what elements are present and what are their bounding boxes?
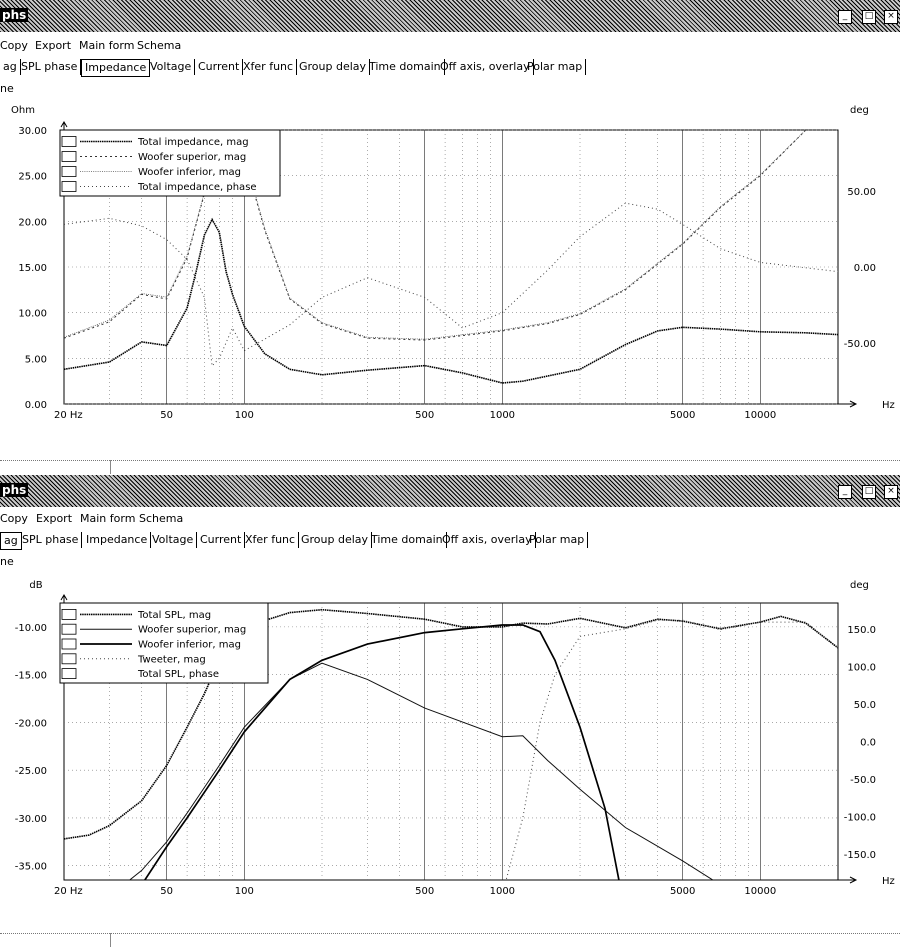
tab-voltage[interactable]: Voltage xyxy=(149,532,197,548)
legend-entry: Total SPL, mag xyxy=(138,609,212,621)
tab-voltage[interactable]: Voltage xyxy=(147,59,195,75)
x-tick-label: 500 xyxy=(415,410,435,421)
tab-polar-map[interactable]: Polar map xyxy=(524,59,586,75)
menu-bar xyxy=(0,36,900,56)
x-tick-label: 5000 xyxy=(669,886,696,897)
tab-bar xyxy=(0,530,900,552)
y-tick-label: -35.00 xyxy=(14,861,47,873)
tab-impedance[interactable]: Impedance xyxy=(83,532,151,548)
x-tick-label: 20 Hz xyxy=(54,410,83,421)
legend-checkbox xyxy=(62,624,76,634)
menu-main-form[interactable]: Main form xyxy=(79,39,135,52)
splitter-tick xyxy=(110,933,111,947)
x-axis-arrow xyxy=(838,401,856,407)
y-tick-label: -15.00 xyxy=(14,670,47,682)
tab-current[interactable]: Current xyxy=(197,532,245,548)
y-tick-label: 20.00 xyxy=(18,217,47,229)
y-tick-label: -10.00 xyxy=(14,622,47,634)
tab-impedance[interactable]: Impedance xyxy=(81,59,150,77)
y2-tick-label: 50.0 xyxy=(853,700,876,712)
tab-spl-mag[interactable]: ag xyxy=(0,532,22,550)
maximize-icon[interactable]: □ xyxy=(862,485,876,499)
menu-schema[interactable]: Schema xyxy=(139,512,184,525)
spl-chart xyxy=(0,575,900,895)
legend-checkbox xyxy=(62,137,76,147)
legend-entry: Total SPL, phase xyxy=(138,669,220,681)
tab-off-axis-overlay[interactable]: Off axis, overlay xyxy=(437,59,534,75)
legend-checkbox xyxy=(62,654,76,664)
y2-tick-label: 150.0 xyxy=(847,625,876,637)
x-tick-label: 50 xyxy=(160,410,174,421)
impedance-chart xyxy=(0,100,900,430)
legend-entry: Woofer inferior, mag xyxy=(138,167,241,178)
legend-checkbox xyxy=(62,639,76,649)
x-axis-label: Hz xyxy=(882,400,895,411)
y2-tick-label: -100.0 xyxy=(843,812,876,824)
tab-group-delay[interactable]: Group delay xyxy=(298,532,372,548)
tab-xfer-func[interactable]: Xfer func xyxy=(242,532,299,548)
maximize-icon[interactable]: □ xyxy=(862,10,876,24)
menu-schema[interactable]: Schema xyxy=(137,39,182,52)
legend-checkbox xyxy=(62,182,76,192)
window-title: phs xyxy=(2,483,27,497)
menu-main-form[interactable]: Main form xyxy=(80,512,136,525)
x-tick-label: 100 xyxy=(234,410,254,421)
divider xyxy=(0,460,900,461)
y2-axis-label: deg xyxy=(850,580,869,591)
y2-tick-label: -50.00 xyxy=(843,339,876,351)
legend-entry: Total impedance, mag xyxy=(138,137,249,148)
x-tick-label: 50 xyxy=(160,886,174,897)
y-tick-label: -20.00 xyxy=(14,718,47,730)
subtitle: ne xyxy=(0,555,14,568)
y2-tick-label: -150.0 xyxy=(843,849,876,861)
menu-export[interactable]: Export xyxy=(35,39,72,52)
tab-spl-phase[interactable]: SPL phase xyxy=(19,532,82,548)
y-tick-label: -25.00 xyxy=(14,766,47,778)
legend-checkbox xyxy=(62,167,76,177)
menu-copy[interactable]: Copy xyxy=(0,512,28,525)
legend-checkbox xyxy=(62,152,76,162)
splitter-tick xyxy=(110,460,111,474)
y2-tick-label: 100.0 xyxy=(847,662,876,674)
y2-tick-label: -50.0 xyxy=(850,774,876,786)
x-tick-label: 1000 xyxy=(489,410,516,421)
window-title: phs xyxy=(2,8,27,22)
close-icon[interactable]: × xyxy=(884,485,898,499)
menu-bar xyxy=(0,509,900,529)
y2-axis-label: deg xyxy=(850,105,869,116)
x-axis-arrow xyxy=(838,877,856,883)
legend-entry: Total impedance, phase xyxy=(138,182,257,193)
minimize-icon[interactable]: _ xyxy=(838,10,852,24)
y-axis-label: Ohm xyxy=(11,105,35,116)
tab-time-domain[interactable]: Time domain xyxy=(368,532,447,548)
x-tick-label: 10000 xyxy=(744,886,777,897)
y2-tick-label: 50.00 xyxy=(847,186,876,198)
x-tick-label: 1000 xyxy=(489,886,516,897)
y2-tick-label: 0.00 xyxy=(853,263,876,274)
y-tick-label: 30.00 xyxy=(18,126,47,137)
divider xyxy=(0,933,900,934)
x-axis-label: Hz xyxy=(882,876,895,887)
legend-entry: Woofer superior, mag xyxy=(138,152,247,163)
tab-xfer-func[interactable]: Xfer func xyxy=(240,59,297,75)
x-tick-label: 5000 xyxy=(669,410,696,421)
tab-off-axis-overlay[interactable]: Off axis, overlay xyxy=(439,532,536,548)
tab-bar xyxy=(0,57,900,79)
x-tick-label: 10000 xyxy=(744,410,777,421)
menu-copy[interactable]: Copy xyxy=(0,39,28,52)
y-axis-arrow xyxy=(61,595,67,603)
tab-spl-mag[interactable]: ag xyxy=(0,59,21,75)
y2-tick-label: 0.0 xyxy=(860,737,876,749)
subtitle: ne xyxy=(0,82,14,95)
window-titlebar[interactable] xyxy=(0,0,900,32)
y-tick-label: -30.00 xyxy=(14,813,47,825)
y-tick-label: 5.00 xyxy=(24,354,47,366)
menu-export[interactable]: Export xyxy=(36,512,73,525)
legend-entry: Tweeter, mag xyxy=(138,654,206,666)
y-axis-arrow xyxy=(61,122,67,130)
window-titlebar[interactable] xyxy=(0,475,900,507)
y-tick-label: 25.00 xyxy=(18,171,47,183)
tab-spl-phase[interactable]: SPL phase xyxy=(18,59,81,75)
legend-entry: Woofer inferior, mag xyxy=(138,639,241,651)
tab-current[interactable]: Current xyxy=(195,59,243,75)
x-tick-label: 100 xyxy=(234,886,254,897)
y-tick-label: 0.00 xyxy=(24,400,47,411)
y-tick-label: 15.00 xyxy=(18,263,47,274)
x-tick-label: 20 Hz xyxy=(54,886,83,897)
tab-group-delay[interactable]: Group delay xyxy=(296,59,370,75)
legend-checkbox xyxy=(62,609,76,619)
y-axis-label: dB xyxy=(29,580,43,591)
close-icon[interactable]: × xyxy=(884,10,898,24)
legend-entry: Woofer superior, mag xyxy=(138,624,247,636)
y-tick-label: 10.00 xyxy=(18,308,47,320)
legend-checkbox xyxy=(62,669,76,679)
tab-polar-map[interactable]: Polar map xyxy=(526,532,588,548)
tab-time-domain[interactable]: Time domain xyxy=(366,59,445,75)
minimize-icon[interactable]: _ xyxy=(838,485,852,499)
x-tick-label: 500 xyxy=(415,886,435,897)
